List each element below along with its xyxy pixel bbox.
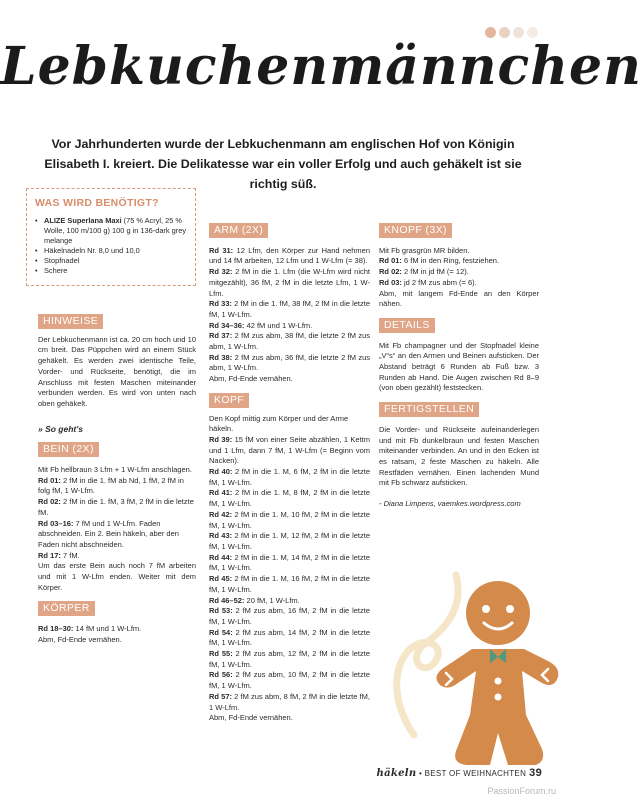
section-header-kopf: KOPF (209, 393, 249, 408)
gingerbread-button (495, 694, 502, 701)
row-label: Rd 17: (38, 550, 61, 560)
gingerbread-body (436, 649, 558, 765)
row-text: 2 fM in die 1. M, 6 fM, 2 fM in die letzte fM, 1 W-Lfm. (209, 467, 370, 487)
kopf-outro: Abm, Fd-Ende vernähen. (209, 713, 293, 723)
gingerbread-button (495, 678, 502, 685)
row-text: 2 fM in die 1. fM ab Nd, 1 fM, 2 fM in folg fM, 1 W-Lfm. (38, 475, 184, 496)
koerper-outro: Abm, Fd-Ende vernähen. (38, 634, 122, 644)
instruction-row (209, 488, 370, 509)
row-label: Rd 56: (209, 670, 233, 680)
row-label: Rd 57: (209, 691, 232, 701)
row-text: 12 Lfm, den Körper zur Hand nehmen und 14 fM arbeiten, 12 Lfm und 1 W-Lfm (= 38). (209, 245, 370, 266)
row-label: Rd 31: (209, 245, 234, 255)
materials-title: WAS WIRD BENÖTIGT? (35, 197, 159, 209)
row-label: Rd 18–30: (38, 624, 74, 634)
row-label: Rd 03–16: (38, 518, 74, 528)
row-label: Rd 34–36: (209, 320, 245, 330)
row-label: Rd 54: (209, 627, 233, 637)
row-label: Rd 38: (209, 352, 233, 362)
list-item: • Schere (35, 266, 187, 276)
row-text: 2 fM in die 1. M, 16 fM, 2 fM in die letzte fM, 1 W-Lfm. (209, 574, 370, 594)
page-title: Lebkuchenmännchen (0, 36, 642, 97)
magazine-issue: • BEST OF WEIHNACHTEN (416, 769, 527, 778)
instruction-row (209, 267, 370, 299)
row-text: 2 fM zus abm, 10 fM, 2 fM in die letzte fM, 1 W-Lfm. (209, 670, 370, 691)
row-label: Rd 33: (209, 299, 232, 309)
materials-box (26, 188, 196, 286)
row-text: 2 fM in die 1. fM, 38 fM, 2 fM in die letzte fM, 1 W-Lfm. (209, 299, 371, 319)
row-text: jd 2 fM zus abm (= 6). (401, 277, 477, 287)
instruction-row (209, 628, 370, 649)
instruction-row (379, 256, 539, 267)
details-text: Mit Fb champagner und der Stopfnadel kleine „V“s“ an den Armen und Beinen aufsticken. Der Abstand beträgt 6 Runden ab Fuß bzw. 3 Runden ab Hand. Die Augen zwischen Rd 8–9 (von oben gezählt) feststecken. (379, 340, 539, 393)
row-label: Rd 39: (209, 434, 233, 444)
row-text: 2 fM zus abm, 16 fM, 2 fM in die letzte fM, 1 W-Lfm. (209, 606, 370, 626)
instruction-row (209, 246, 370, 267)
bein-intro: Mit Fb hellbraun 3 Lfm + 1 W-Lfm anschlagen. (38, 465, 192, 475)
row-label: Rd 43: (209, 531, 233, 541)
instruction-row (209, 574, 370, 595)
row-label: Rd 44: (209, 552, 233, 562)
gingerbread-eye (506, 605, 514, 613)
instruction-row (209, 670, 370, 691)
yarn-details: (75 % Acryl, 25 % Wolle, 100 m/100 g) 100 g in 136-dark grey melange (44, 216, 187, 245)
row-text: 7 fM. (60, 550, 80, 560)
row-label: Rd 01: (379, 256, 402, 266)
column-left (38, 314, 196, 646)
author-credit: - Diana Limpens, vaemkes.wordpress.com (379, 499, 521, 509)
ribbon-shape (397, 575, 458, 735)
row-text: 2 fM in die 1. M, 12 fM, 2 fM in die letzte fM, 1 W-Lfm. (209, 531, 370, 551)
instruction-row (38, 624, 196, 635)
row-label: Rd 02: (379, 267, 402, 277)
row-text: 2 fM zus abm, 8 fM, 2 fM in die letzte fM, 1 W-Lfm. (209, 691, 370, 712)
section-header-koerper: KÖRPER (38, 601, 95, 616)
row-text: 7 fM und 1 W-Lfm. Faden abschneiden. Ein 2. Bein häkeln, aber den Faden nicht abschneiden. (38, 518, 179, 549)
instruction-row (209, 331, 370, 352)
row-label: Rd 55: (209, 649, 233, 659)
instruction-row (209, 510, 370, 531)
arm-outro: Abm, Fd-Ende vernähen. (209, 374, 293, 384)
section-header-fertigstellen: FERTIGSTELLEN (379, 402, 479, 417)
row-text: 2 fM in die 1. Lfm (die W-Lfm wird nicht mitgezählt), 36 fM, 2 fM in die letzte Lfm, 1 W-Lfm. (209, 267, 370, 298)
row-text: 20 fM, 1 W-Lfm. (244, 595, 300, 605)
fertigstellen-text: Die Vorder- und Rückseite aufeinanderlegen und mit Fb dunkelbraun und festen Maschen miteinander verbinden. An und in den Ecken ist es ratsam, 2 feste Maschen zu häkeln. Alle Restfäden vernähen. Einen lachenden Mund mit Fb schwarz aufsticken. (379, 424, 539, 488)
section-header-details: DETAILS (379, 318, 435, 333)
row-text: 2 fM zus abm, 12 fM, 2 fM in die letzte fM, 1 W-Lfm. (209, 649, 370, 669)
row-text: 14 fM und 1 W-Lfm. (73, 624, 142, 634)
row-text: 15 fM von einer Seite abzählen, 1 Kettm und 1 Lfm, dann 7 fM, 1 W-Lfm (= Beginn vom Nacken). (209, 434, 371, 466)
section-header-knopf: KNOPF (3X) (379, 223, 452, 238)
gingerbread-man-illustration (386, 565, 566, 765)
gingerbread-head (466, 581, 530, 645)
instruction-row (209, 531, 370, 552)
materials-list (35, 216, 187, 276)
row-text: 6 fM in den Ring, festziehen. (401, 256, 500, 266)
row-label: Rd 01: (38, 475, 61, 485)
row-label: Rd 37: (209, 331, 233, 341)
yarn-name: ALIZE Superlana Maxi (44, 216, 122, 225)
knopf-outro: Abm, mit langem Fd-Ende an den Körper nähen. (379, 288, 539, 309)
column-middle (209, 223, 370, 724)
instruction-row (209, 353, 370, 374)
watermark: PassionForum.ru (487, 786, 556, 796)
magazine-name: häkeln (376, 768, 417, 779)
list-item (35, 216, 187, 246)
row-text: 2 fM zus abm, 38 fM, die letzte 2 fM zus abm, 1 W-Lfm. (209, 331, 371, 352)
bein-outro: Um das erste Bein auch noch 7 fM arbeiten und mit 1 W-Lfm enden. Weiter mit dem Körper. (38, 561, 196, 592)
row-label: Rd 46–52: (209, 595, 245, 605)
row-label: Rd 42: (209, 509, 233, 519)
instruction-row (38, 551, 196, 562)
row-text: 2 fM in die 1. M, 8 fM, 2 fM in die letzte fM, 1 W-Lfm. (209, 488, 370, 509)
column-right (379, 223, 539, 510)
section-header-arm: ARM (2X) (209, 223, 268, 238)
page-footer (377, 767, 542, 779)
row-label: Rd 02: (38, 497, 61, 507)
row-label: Rd 40: (209, 467, 233, 477)
row-text: 42 fM und 1 W-Lfm. (244, 320, 313, 330)
instruction-row (38, 497, 196, 518)
instruction-row (379, 267, 539, 278)
instruction-row (209, 321, 370, 332)
knopf-intro: Mit Fb grasgrün MR bilden. (379, 245, 470, 255)
instruction-row (209, 467, 370, 488)
instruction-row (209, 553, 370, 574)
row-label: Rd 41: (209, 488, 233, 498)
hinweise-text: Der Lebkuchenmann ist ca. 20 cm hoch und 10 cm breit. Das Püppchen wird an einem Stück gehäkelt. Es werden zwei identische Teile, Vorder- und Rückseite, benötigt, die im Anschluss mit festen Maschen miteinander verbunden werden. Es wird von unten nach oben gehäkelt. (38, 334, 196, 408)
row-text: 2 fM in jd fM (= 12). (401, 267, 469, 277)
row-label: Rd 53: (209, 606, 233, 616)
row-text: 2 fM zus abm, 14 fM, 2 fM in die letzte fM, 1 W-Lfm. (209, 627, 370, 648)
page-number: 39 (529, 767, 542, 779)
instruction-row (209, 596, 370, 607)
instruction-row (209, 435, 370, 467)
row-label: Rd 32: (209, 267, 233, 277)
list-item: • Häkelnadeln Nr. 8,0 und 10,0 (35, 246, 187, 256)
intro-text: Vor Jahrhunderten wurde der Lebkuchenmann am englischen Hof von Königin Elisabeth I. kreiert. Die Delikatesse war ein voller Erfolg und auch gehäkelt ist sie richtig süß. (44, 137, 522, 191)
gingerbread-eye (482, 605, 490, 613)
row-text: 2 fM in die 1. M, 14 fM, 2 fM in die letzte fM, 1 W-Lfm. (209, 552, 370, 573)
section-header-bein: BEIN (2X) (38, 442, 99, 457)
instruction-row (38, 476, 196, 497)
instruction-row (209, 299, 370, 320)
list-item: • Stopfnadel (35, 256, 187, 266)
instruction-row (209, 692, 370, 713)
instruction-row (209, 649, 370, 670)
row-label: Rd 03: (379, 277, 402, 287)
instruction-row (38, 519, 196, 551)
row-text: 2 fM zus abm, 36 fM, die letzte 2 fM zus abm, 1 W-Lfm. (209, 352, 371, 373)
row-text: 2 fM in die 1. M, 10 fM, 2 fM in die letzte fM, 1 W-Lfm. (209, 509, 370, 530)
row-text: 2 fM in die 1. fM, 3 fM, 2 fM in die letzte fM. (38, 497, 194, 517)
row-label: Rd 45: (209, 574, 233, 584)
instruction-row (379, 278, 539, 289)
instruction-row (209, 606, 370, 627)
section-header-hinweise: HINWEISE (38, 314, 103, 329)
kopf-intro: Den Kopf mittig zum Körper und der Arme häkeln. (209, 413, 349, 434)
so-gehts-label: » So geht's (38, 423, 84, 434)
